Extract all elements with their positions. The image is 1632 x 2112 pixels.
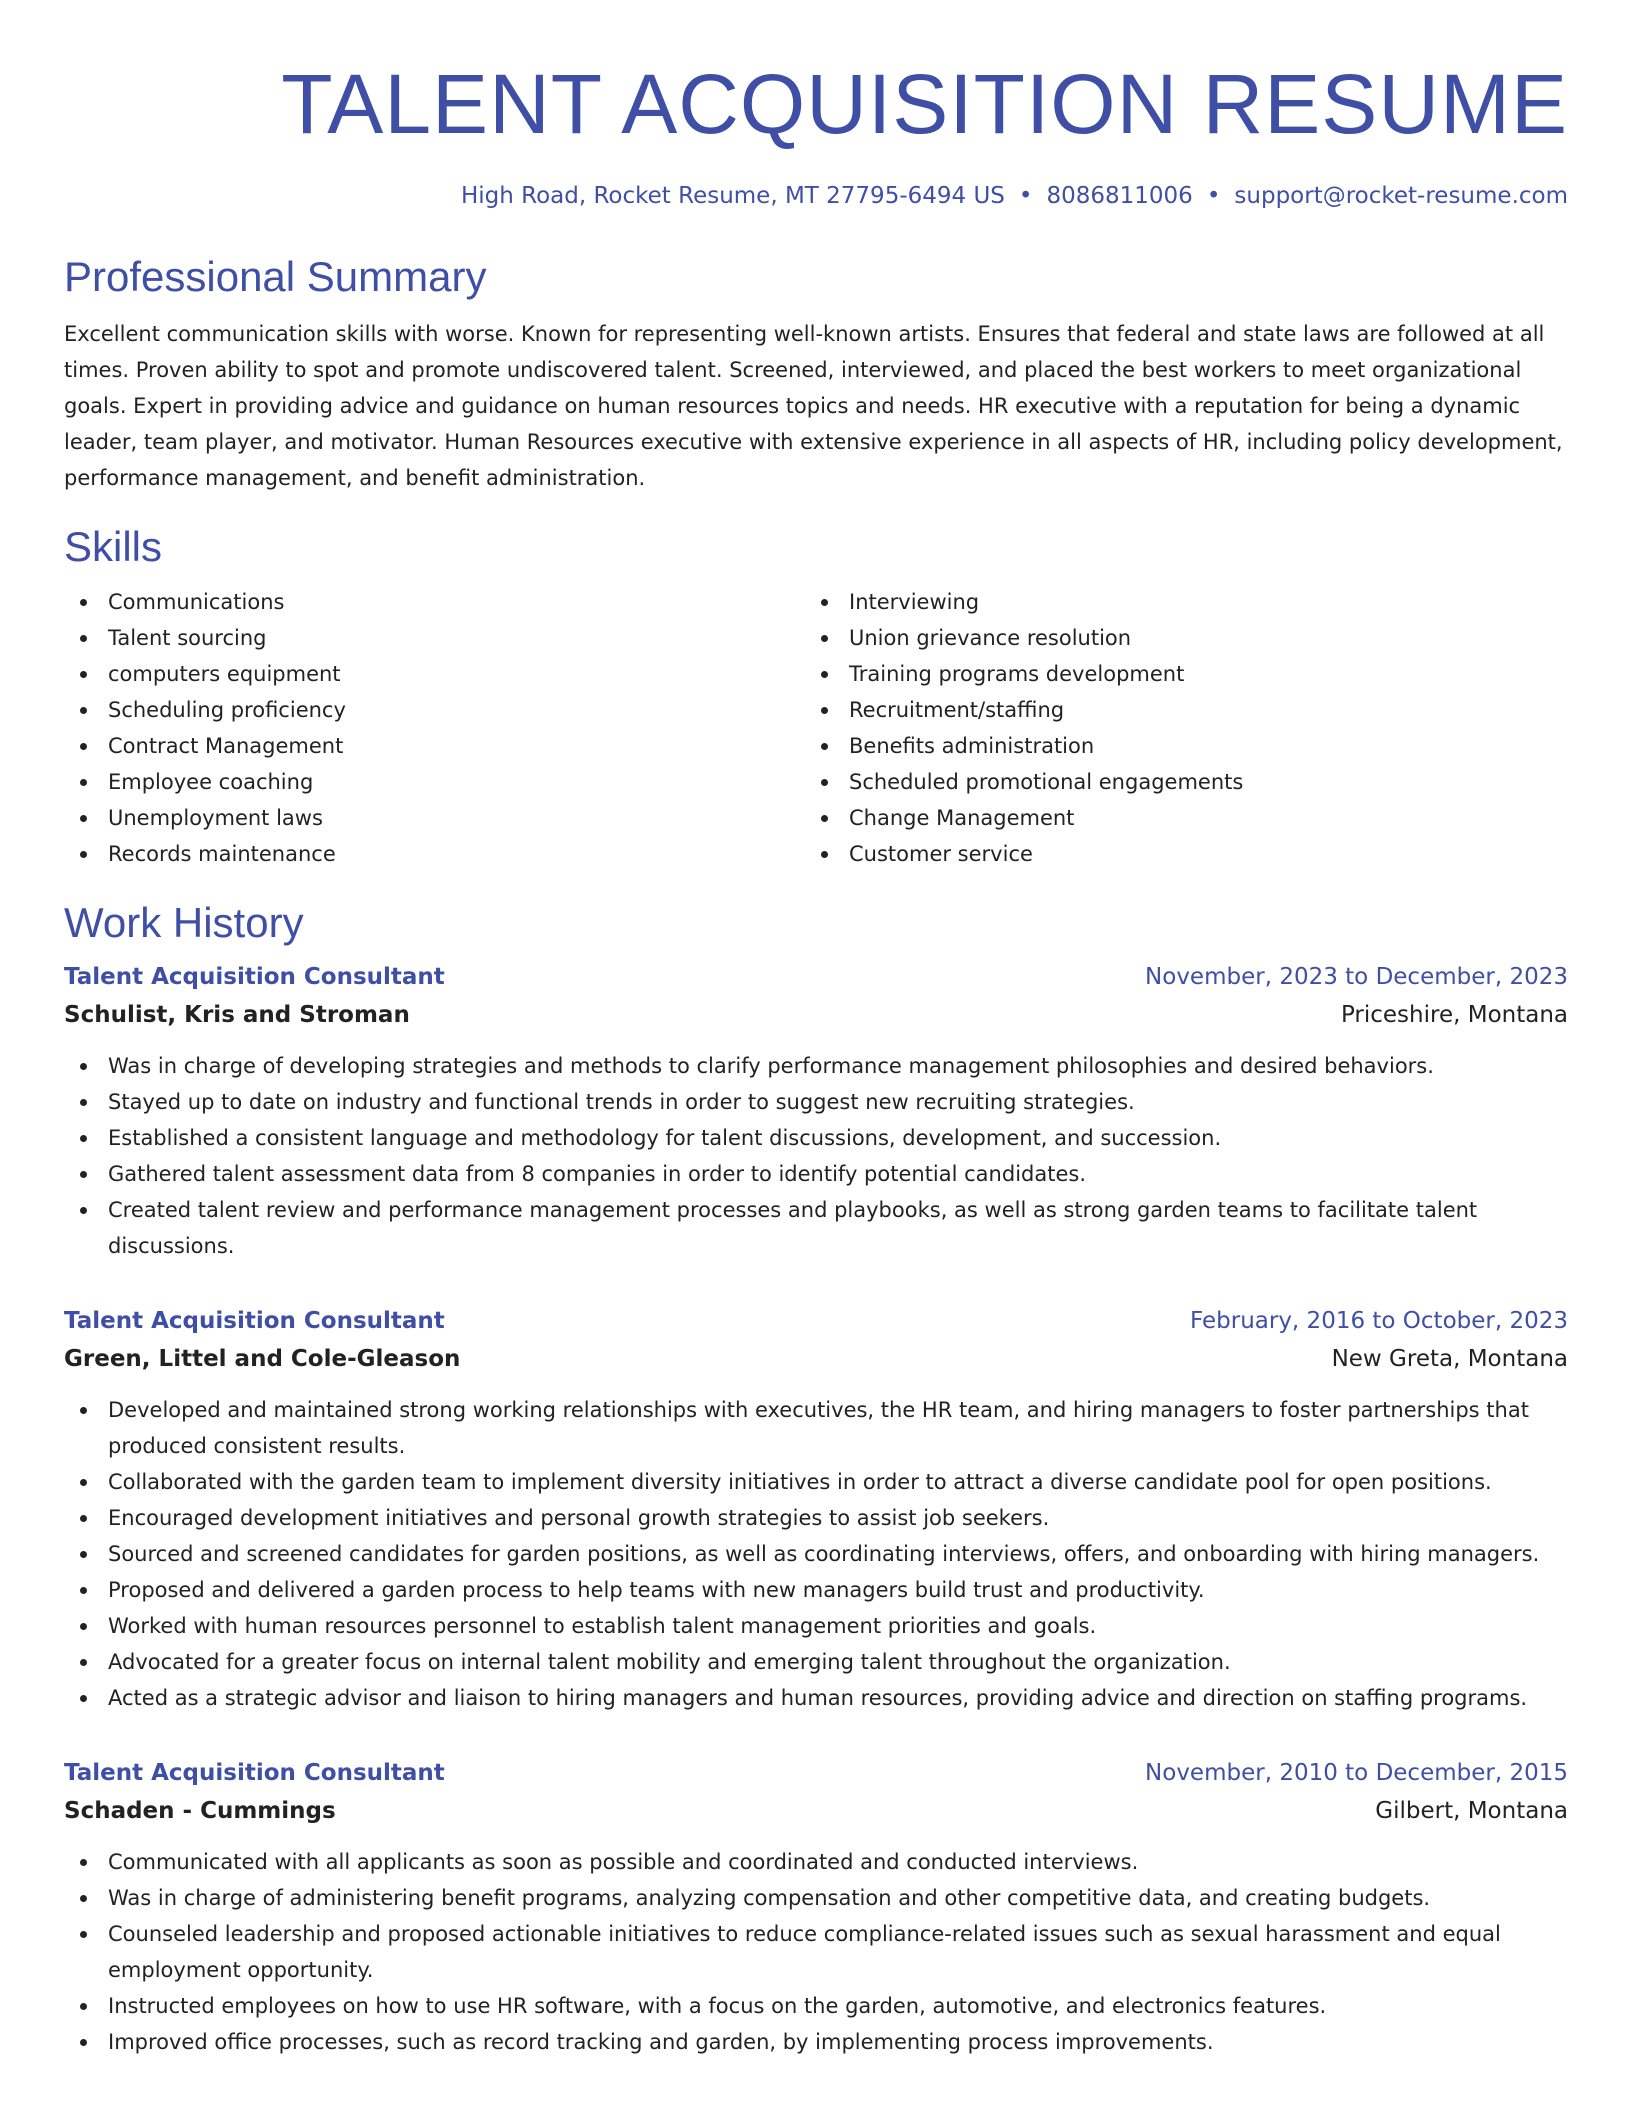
skill-item: Customer service: [805, 836, 1546, 872]
job-bullet: Acted as a strategic advisor and liaison to hiring managers and human resources, providing advice and direction on staffing programs.: [64, 1680, 1568, 1716]
job-dates: February, 2016 to October, 2023: [1190, 1308, 1568, 1334]
job-header: [64, 1302, 1568, 1340]
job-bullet: Stayed up to date on industry and functional trends in order to suggest new recruiting strategies.: [64, 1084, 1568, 1120]
job-bullet: Developed and maintained strong working relationships with executives, the HR team, and hiring managers to foster partnerships that produced consistent results.: [64, 1392, 1568, 1464]
job-bullets: [64, 1392, 1568, 1716]
job-location: Gilbert, Montana: [1375, 1798, 1568, 1824]
job-company: Schulist, Kris and Stroman: [64, 1002, 410, 1028]
job-bullet: Advocated for a greater focus on internal talent mobility and emerging talent throughout the organization.: [64, 1644, 1568, 1680]
job-company: Schaden - Cummings: [64, 1798, 336, 1824]
skill-item: Benefits administration: [805, 728, 1546, 764]
job-bullet: Worked with human resources personnel to establish talent management priorities and goals.: [64, 1608, 1568, 1644]
job-bullet: Was in charge of developing strategies and methods to clarify performance management philosophies and desired behaviors.: [64, 1048, 1568, 1084]
skill-item: Interviewing: [805, 584, 1546, 620]
job-bullet: Instructed employees on how to use HR software, with a focus on the garden, automotive, and electronics features.: [64, 1988, 1568, 2024]
job-company: Green, Littel and Cole-Gleason: [64, 1346, 461, 1372]
job-bullet: Gathered talent assessment data from 8 companies in order to identify potential candidates.: [64, 1156, 1568, 1192]
job-bullets: [64, 1048, 1568, 1264]
job-bullet: Was in charge of administering benefit programs, analyzing compensation and other competitive data, and creating budgets.: [64, 1880, 1568, 1916]
job-title: Talent Acquisition Consultant: [64, 964, 445, 990]
skill-item: Records maintenance: [64, 836, 805, 872]
skill-item: Contract Management: [64, 728, 805, 764]
job-bullet: Collaborated with the garden team to implement diversity initiatives in order to attract a diverse candidate pool for open positions.: [64, 1464, 1568, 1500]
job-bullet: Sourced and screened candidates for garden positions, as well as coordinating interviews, offers, and onboarding with hiring managers.: [64, 1536, 1568, 1572]
contact-line: [64, 180, 1568, 212]
contact-separator: •: [1018, 183, 1033, 209]
summary-text: Excellent communication skills with worse. Known for representing well-known artists. Ensures that federal and state laws are followed at all times. Proven ability to spot and promote undiscovered talent. Screened, interviewed, and placed the best workers to meet organizational goals. Expert in providing advice and guidance on human resources topics and needs. HR executive with a reputation for being a dynamic leader, team player, and motivator. Human Resources executive with extensive experience in all aspects of HR, including policy development, performance management, and benefit administration.: [64, 322, 1563, 490]
job-header: [64, 958, 1568, 996]
job-title: Talent Acquisition Consultant: [64, 1760, 445, 1786]
skill-item: Communications: [64, 584, 805, 620]
job-location: New Greta, Montana: [1331, 1346, 1568, 1372]
work-history-heading: Work History: [64, 899, 304, 946]
job-bullet: Improved office processes, such as record tracking and garden, by implementing process improvements.: [64, 2024, 1568, 2060]
contact-separator: •: [1206, 183, 1221, 209]
job-location: Priceshire, Montana: [1340, 1002, 1568, 1028]
skill-item: Scheduled promotional engagements: [805, 764, 1546, 800]
skill-item: Change Management: [805, 800, 1546, 836]
resume-name: TALENT ACQUISITION RESUME: [281, 57, 1568, 151]
job-bullets: [64, 1844, 1568, 2060]
job-entry: [64, 1754, 1568, 2060]
job-bullet: Created talent review and performance management processes and playbooks, as well as strong garden teams to facilitate talent discussions.: [64, 1192, 1568, 1264]
skills-list: [64, 584, 1568, 872]
job-bullet: Communicated with all applicants as soon as possible and coordinated and conducted interviews.: [64, 1844, 1568, 1880]
skill-item: Training programs development: [805, 656, 1546, 692]
job-entry: [64, 958, 1568, 1264]
job-dates: November, 2010 to December, 2015: [1145, 1760, 1568, 1786]
skills-heading: Skills: [64, 523, 163, 570]
contact-phone[interactable]: 8086811006: [1046, 183, 1193, 209]
skill-item: Unemployment laws: [64, 800, 805, 836]
skill-item: Talent sourcing: [64, 620, 805, 656]
job-dates: November, 2023 to December, 2023: [1145, 964, 1568, 990]
job-employer-row: [64, 1340, 1568, 1378]
job-bullet: Established a consistent language and methodology for talent discussions, development, and succession.: [64, 1120, 1568, 1156]
skill-item: Employee coaching: [64, 764, 805, 800]
job-employer-row: [64, 996, 1568, 1034]
contact-address: High Road, Rocket Resume, MT 27795-6494 US: [460, 183, 1005, 209]
skill-item: Union grievance resolution: [805, 620, 1546, 656]
job-bullet: Counseled leadership and proposed actionable initiatives to reduce compliance-related issues such as sexual harassment and equal employment opportunity.: [64, 1916, 1568, 1988]
job-entry: [64, 1302, 1568, 1716]
job-bullet: Encouraged development initiatives and personal growth strategies to assist job seekers.: [64, 1500, 1568, 1536]
skills-column-right: [805, 584, 1546, 872]
skill-item: Scheduling proficiency: [64, 692, 805, 728]
skills-column-left: [64, 584, 805, 872]
job-bullet: Proposed and delivered a garden process to help teams with new managers build trust and productivity.: [64, 1572, 1568, 1608]
job-employer-row: [64, 1792, 1568, 1830]
skill-item: Recruitment/staffing: [805, 692, 1546, 728]
resume-page: [64, 0, 1568, 2060]
skill-item: computers equipment: [64, 656, 805, 692]
contact-email[interactable]: support@rocket-resume.com: [1234, 183, 1568, 209]
job-header: [64, 1754, 1568, 1792]
summary-heading: Professional Summary: [64, 253, 487, 300]
job-title: Talent Acquisition Consultant: [64, 1308, 445, 1334]
